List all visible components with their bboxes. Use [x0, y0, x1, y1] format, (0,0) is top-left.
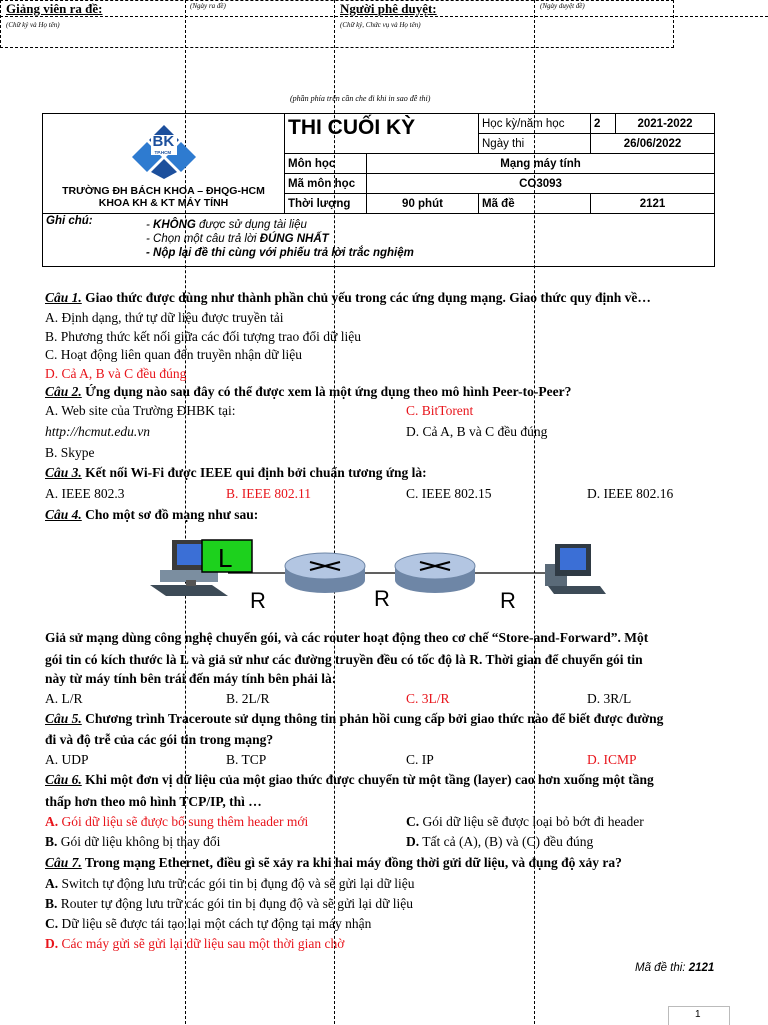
approval-box — [0, 0, 674, 48]
school-cell — [43, 114, 285, 214]
rate-label-1: R — [250, 588, 266, 613]
phe-duyet-sign: (Chữ ký, Chức vụ và Họ tên) — [340, 21, 421, 29]
ghi-chu-2: - Chọn một câu trả lời ĐÚNG NHẤT — [146, 233, 329, 245]
ghi-chu-1: - KHÔNG được sử dụng tài liệu — [146, 219, 307, 231]
hoc-ky-label: Học kỳ/năm học — [479, 114, 591, 134]
hoc-ky-value: 2 — [591, 114, 616, 134]
q4-option-b: B. 2L/R — [226, 691, 270, 706]
q2-option-a: A. Web site của Trường ĐHBK tại: — [45, 403, 236, 418]
q7-option-a: A. Switch tự động lưu trữ các gói tin bị đụng độ và sẽ gửi lại dữ liệu — [45, 876, 415, 891]
question-3: Câu 3. Kết nối Wi-Fi được IEEE qui định bởi chuẩn tương ứng là: — [45, 465, 427, 480]
q5-option-b: B. TCP — [226, 752, 267, 767]
cover-note: (phần phía trên cần che đi khi in sao đề thi) — [290, 94, 431, 103]
router-icon — [285, 553, 365, 593]
logo-text: BK — [152, 133, 175, 150]
ngay-thi-value: 26/06/2022 — [591, 134, 715, 154]
thoi-luong-label: Thời lượng — [285, 194, 367, 214]
q3-option-c: C. IEEE 802.15 — [406, 486, 492, 501]
q2-option-c: C. BitTorent — [406, 403, 474, 418]
ghi-chu-label: Ghi chú: — [46, 215, 93, 227]
q1-option-d: D. Cả A, B và C đều đúng — [45, 366, 187, 381]
q5-option-d: D. ICMP — [587, 752, 637, 767]
question-4: Câu 4. Cho một sơ đồ mạng như sau: — [45, 507, 259, 522]
q5-option-a: A. UDP — [45, 752, 89, 767]
q2-option-a-url: http://hcmut.edu.vn — [45, 424, 150, 439]
footer-exam-code: Mã đề thi: 2121 — [635, 962, 715, 974]
q4-option-a: A. L/R — [45, 691, 83, 706]
q3-option-b: B. IEEE 802.11 — [226, 486, 311, 501]
question-5-cont: đi và độ trễ của các gói tin trong mạng? — [45, 732, 274, 747]
ngay-thi-label: Ngày thi — [479, 134, 591, 154]
thoi-luong-value: 90 phút — [367, 194, 479, 214]
q1-option-c: C. Hoạt động liên quan đến truyền nhận dữ liệu — [45, 347, 303, 362]
school-name-1: TRƯỜNG ĐH BÁCH KHOA – ĐHQG-HCM — [62, 185, 265, 197]
page-number-box — [668, 1006, 730, 1025]
ma-de-label: Mã đề — [479, 194, 591, 214]
q2-option-d: D. Cả A, B và C đều đúng — [406, 424, 548, 439]
mon-hoc-value: Mạng máy tính — [367, 154, 715, 174]
q4-option-d: D. 3R/L — [587, 691, 632, 706]
rate-label-2: R — [374, 586, 390, 611]
mon-hoc-label: Môn học — [285, 154, 367, 174]
question-6-cont: thấp hơn theo mô hình TCP/IP, thì … — [45, 794, 262, 809]
question-1: Câu 1. Giao thức được dùng như thành phần chủ yếu trong các ứng dụng mạng. Giao thức quy định về… — [45, 290, 651, 305]
q3-option-a: A. IEEE 802.3 — [45, 486, 125, 501]
q2-option-b: B. Skype — [45, 445, 95, 460]
q1-option-b: B. Phương thức kết nối giữa các đối tượng trao đổi dữ liệu — [45, 329, 361, 344]
bk-logo — [129, 123, 199, 179]
packet-label: L — [218, 543, 233, 573]
q7-option-b: B. Router tự động lưu trữ các gói tin bị đụng độ và sẽ gửi lại dữ liệu — [45, 896, 414, 911]
giang-vien-label: Giảng viên ra đề: — [6, 1, 103, 16]
nam-hoc-value: 2021-2022 — [616, 114, 715, 134]
q7-option-c: C. Dữ liệu sẽ được tái tạo lại một cách tự động tại máy nhận — [45, 916, 372, 931]
ma-de-value: 2121 — [591, 194, 715, 214]
ma-mon-label: Mã môn học — [285, 174, 367, 194]
q1-option-a: A. Định dạng, thứ tự dữ liệu được truyền tải — [45, 310, 284, 325]
q4-body-1: Giả sử mạng dùng công nghệ chuyển gói, và các router hoạt động theo cơ chế “Store-and-Forward”. Một — [45, 630, 649, 645]
right-computer-icon — [545, 544, 606, 594]
q6-option-d: D. Tất cả (A), (B) và (C) đều đúng — [406, 834, 594, 849]
q5-option-c: C. IP — [406, 752, 434, 767]
q6-option-b: B. Gói dữ liệu không bị thay đổi — [45, 834, 221, 849]
q4-body-2: gói tin có kích thước là L và giả sử như các đường truyền đều có tốc độ là R. Thời gian để chuyển gói tin — [45, 652, 643, 667]
giang-vien-sign: (Chữ ký và Họ tên) — [6, 21, 60, 29]
q4-body-3: này từ máy tính bên trái đến máy tính bên phải là: — [45, 671, 337, 686]
router-icon — [395, 553, 475, 593]
q6-option-a: A. Gói dữ liệu sẽ được bổ sung thêm header mới — [45, 814, 309, 829]
phe-duyet-date: (Ngày duyệt đề) — [540, 2, 585, 10]
q7-option-d: D. Các máy gửi sẽ gửi lại dữ liệu sau một thời gian chờ — [45, 936, 345, 951]
giang-vien-date: (Ngày ra đề) — [190, 2, 226, 10]
page-number: 1 — [695, 1009, 701, 1020]
ghi-chu-cell — [43, 214, 715, 267]
exam-header-table — [42, 113, 715, 267]
question-6: Câu 6. Khi một đơn vị dữ liệu của một giao thức được chuyển từ một tầng (layer) cao hơn xuống một tầng — [45, 772, 654, 787]
rate-label-3: R — [500, 588, 516, 613]
q4-option-c: C. 3L/R — [406, 691, 450, 706]
ma-mon-value: CO3093 — [367, 174, 715, 194]
school-name-2: KHOA KH & KT MÁY TÍNH — [98, 197, 229, 209]
network-diagram — [150, 530, 610, 620]
q6-option-c: C. Gói dữ liệu sẽ được loại bỏ bớt đi header — [406, 814, 644, 829]
ghi-chu-3: - Nộp lại đề thi cùng với phiếu trả lời trắc nghiệm — [146, 247, 414, 259]
nguoi-phe-duyet-label: Người phê duyệt: — [340, 1, 437, 16]
question-7: Câu 7. Trong mạng Ethernet, điều gì sẽ xảy ra khi hai máy đồng thời gửi dữ liệu, và đụng độ xảy ra? — [45, 855, 622, 870]
question-2: Câu 2. Ứng dụng nào sau đây có thể được xem là một ứng dụng theo mô hình Peer-to-Peer? — [45, 384, 572, 399]
question-5: Câu 5. Chương trình Traceroute sử dụng thông tin phản hồi cung cấp bởi giao thức nào để biết được đường — [45, 711, 664, 726]
q3-option-d: D. IEEE 802.16 — [587, 486, 674, 501]
logo-sub: TP.HCM — [154, 150, 172, 155]
exam-title: THI CUỐI KỲ — [285, 114, 479, 154]
